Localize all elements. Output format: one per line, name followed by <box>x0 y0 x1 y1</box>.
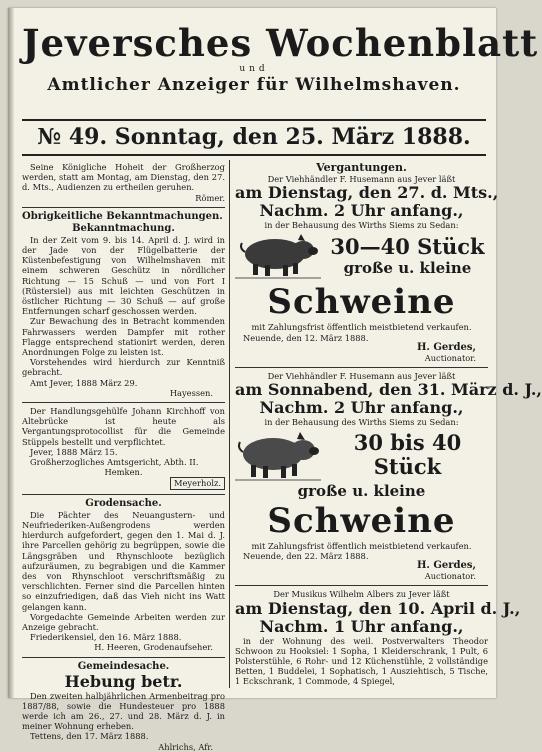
ad2-animal: Schweine <box>267 500 456 541</box>
ad2-sig: H. Gerdes, <box>416 560 476 572</box>
notice-grossherzog: Seine Königliche Hoheit der Großherzog werden, statt am Montag, am Dienstag, den 27. d. Mts., Audienzen zu ertheilen geruhen. <box>22 162 225 193</box>
ad3-date: am Dienstag, den 10. April d. J., <box>235 598 521 618</box>
handlung-sig: Hemken. <box>104 467 143 478</box>
ad3-intro: Der Musikus Wilhelm Albers zu Jever läßt <box>273 589 450 600</box>
ad1-sig: H. Gerdes, <box>416 341 476 353</box>
separator <box>22 402 225 403</box>
column-divider <box>229 160 230 688</box>
vergantungen-heading: Vergantungen. <box>316 161 407 174</box>
separator <box>235 367 488 368</box>
ad2-pig-row <box>235 428 488 482</box>
handlung-text: Der Handlungsgehülfe Johann Kirchhoff von Altebrücke ist heute als Vergantungsprotocollist für die Gemeinde Stüppels bestellt und verpflichtet. <box>22 406 225 447</box>
right-column <box>235 161 542 687</box>
ad1-role: Auctionator. <box>424 353 476 364</box>
ad2-offer <box>327 431 488 479</box>
official-heading: Obrigkeitliche Bekanntmachungen. <box>22 210 223 222</box>
ad2-unit: Stück <box>373 453 442 479</box>
ad2-date: am Sonnabend, den 31. März d. J., <box>235 380 542 400</box>
separator <box>235 585 488 586</box>
bekanntmachung-sig: Hayessen. <box>169 387 213 398</box>
grodensache-heading: Grodensache. <box>85 497 162 509</box>
left-column <box>22 162 225 752</box>
masthead <box>22 21 539 96</box>
ad1-date: am Dienstag, den 27. d. Mts., <box>235 183 499 203</box>
gemeinde-sig: Ahlrichs, Afr. <box>158 741 213 752</box>
bekanntmachung-dateline: Amt Jever, 1888 März 29. <box>30 377 138 388</box>
handlung-boxsig: Meyerholz. <box>170 477 225 489</box>
bekanntmachung-heading: Bekanntmachung. <box>72 222 175 234</box>
page-spine <box>8 8 14 698</box>
masthead-und: und <box>239 64 269 74</box>
ad3-time: Nachm. 1 Uhr anfang., <box>259 616 464 636</box>
notice-grossherzog-sig: Römer. <box>195 192 225 203</box>
masthead-rule-top <box>22 119 486 121</box>
ad2-dateline: Neuende, den 22. März 1888. <box>243 550 369 561</box>
hebung-heading: Hebung betr. <box>64 671 183 691</box>
issue-line: № 49. Sonntag, den 25. März 1888. <box>37 124 471 150</box>
handlung-dateline: Jever, 1888 März 15. <box>30 446 118 457</box>
masthead-title: Jeversches Wochenblatt <box>22 21 539 65</box>
grodensache-sig: H. Heeren, Grodenaufseher. <box>94 642 213 653</box>
masthead-rule-bottom <box>22 154 486 156</box>
ad3-text: in der Wohnung des weil. Postverwalters Theodor Schwoon zu Hooksiel: 1 Sopha, 1 Kleiderschrank, 1 Pult, 6 Polsterstühle, 6 Rohr- und 12 Küchenstühle, 2 vollständige Betten, 1 Buddelei, 1 Sophatisch, 1 Ausziehtisch, 5 Tische, 1 Eckschrank, 1 Commode, 4 Spiegel, <box>235 635 488 687</box>
ad2-size: große u. kleine <box>297 481 426 500</box>
masthead-subtitle: Amtlicher Anzeiger für Wilhelmshaven. <box>47 75 461 95</box>
bekanntmachung-text: In der Zeit vom 9. bis 14. April d. J. wird in der Jade von der Flügelbatterie der Küstenbefestigung von Wilhelmshaven mit einem schweren Geschütz in nördlicher Richtung — 15 Schuß — und von Fort I (Rüstersiel) aus mit leichten Geschützen in östlicher Richtung — 30 Schuß — auf große Entfernungen scharf geschossen werden. <box>22 234 225 317</box>
ad1-intro: Der Viehhändler F. Husemann aus Jever läßt <box>267 174 456 184</box>
ad1-place: in der Behausung des Wirths Siems zu Sedan: <box>264 220 459 231</box>
ad1-animal: Schweine <box>267 282 456 323</box>
ad2-count: 30 bis 40 <box>353 429 462 455</box>
grodensache-dateline: Friederikensiel, den 16. März 1888. <box>30 632 182 643</box>
ad2-time: Nachm. 2 Uhr anfang., <box>259 398 464 418</box>
ad1-dateline: Neuende, den 12. März 1888. <box>243 332 369 343</box>
grodensache-text: Die Pächter des Neuangustern- und Neufriederiken-Außengrodens werden hierdurch aufgefordert, gegen den 1. Mai d. J. ihre Parcellen gehörig zu begrüppen, sowie die Längsgräben und Rhynschloote bezüglich aufzuräumen, zu begrabigen und die Kammer des von Rhynschloot verschriftsmäßig zu verschlichten. Ferner sind die Parcellen hinten so einzufriedigen, daß das Vieh nicht ins Watt gelangen kann. <box>22 509 225 612</box>
ad1-terms: mit Zahlungsfrist öffentlich meistbietend verkaufen. <box>251 322 472 333</box>
bekanntmachung-text3: Vorstehendes wird hierdurch zur Kenntniß gebracht. <box>22 357 225 378</box>
gemeinde-text: Den zweiten halbjährlichen Armenbeitrag pro 1887/88, sowie die Hundesteuer pro 1888 werde ich am 26., 27. und 28. März d. J. in meiner Wohnung erheben. <box>22 690 225 732</box>
ad1-size: große u. kleine <box>343 258 472 277</box>
ad2-place: in der Behausung des Wirths Siems zu Sedan: <box>264 417 459 428</box>
ad1-pig-row <box>235 230 488 282</box>
grodensache-text2: Vorgedachte Gemeinde Arbeiten werden zur Anzeige gebracht. <box>22 611 225 632</box>
handlung-office: Großherzogliches Amtsgericht, Abth. II. <box>30 457 199 468</box>
ad2-role: Auctionator. <box>424 571 476 582</box>
ad1-time: Nachm. 2 Uhr anfang., <box>259 201 464 221</box>
bekanntmachung-text2: Zur Bewachung des in Betracht kommenden Fahrwassers werden Dampfer mit rother Flagge entsprechend stationirt werden, deren Anordnungen Folge zu leisten ist. <box>22 316 225 358</box>
gemeinde-dateline: Tettens, den 17. März 1888. <box>30 731 149 742</box>
separator <box>22 207 225 208</box>
ad1-offer <box>327 235 488 278</box>
pig-illustration-icon <box>235 428 321 482</box>
ad2-terms: mit Zahlungsfrist öffentlich meistbietend verkaufen. <box>251 540 472 551</box>
pig-illustration-icon <box>235 230 321 282</box>
separator <box>22 494 225 495</box>
ad2-intro: Der Viehhändler F. Husemann aus Jever läßt <box>267 371 456 382</box>
gemeinde-heading: Gemeindesache. <box>77 660 170 672</box>
separator <box>22 657 225 658</box>
ad1-count: 30—40 Stück <box>330 233 485 259</box>
newspaper-page <box>8 8 542 752</box>
